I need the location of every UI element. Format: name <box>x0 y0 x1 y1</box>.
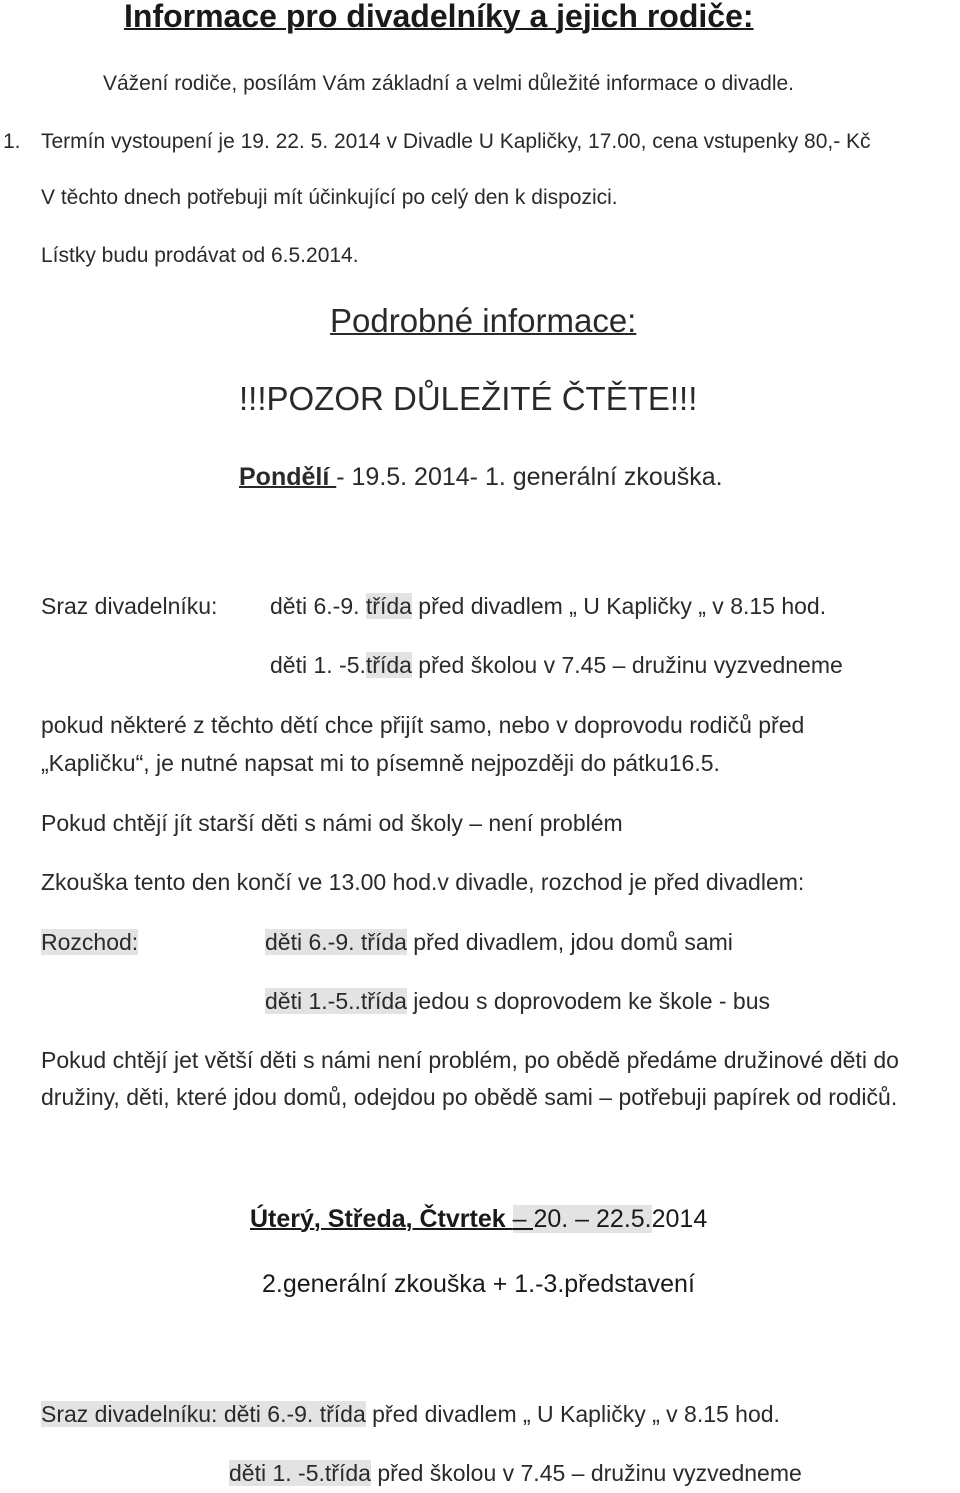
monday-line <box>239 463 723 492</box>
days-heading-year: 2014 <box>651 1205 708 1233</box>
dismissal-older-info: před divadlem, jdou domů sami <box>406 929 733 955</box>
performance-dates-line: Termín vystoupení je 19. 22. 5. 2014 v Divadle U Kapličky, 17.00, cena vstupenky 80,- Kč <box>41 130 871 153</box>
second-rehearsal-line: 2.generální zkouška + 1.-3.představení <box>262 1270 695 1298</box>
meet2-younger-kids: děti <box>229 1460 267 1486</box>
paragraph-line: družiny, děti, které jdou domů, odejdou po obědě sami – potřebuji papírek od rodičů. <box>41 1084 898 1110</box>
dismissal-younger-kids: děti 1.-5.. <box>265 988 361 1014</box>
details-heading: Podrobné informace: <box>330 302 637 339</box>
dismissal-older-class: třída <box>360 929 407 955</box>
dismissal-label-text: Rozchod: <box>41 929 139 955</box>
tickets-line: Lístky budu prodávat od 6.5.2014. <box>41 244 359 267</box>
days-heading-dash: – <box>512 1205 534 1233</box>
meet-label: Sraz divadelníku: <box>41 593 218 619</box>
dismissal-label <box>41 929 138 955</box>
dismissal-older-kids: děti 6.-9. <box>265 929 361 955</box>
meet-row-older-place: před divadlem „ U Kapličky „ v 8.15 hod. <box>411 593 827 619</box>
monday-info: - 19.5. 2014- 1. generální zkouška. <box>336 463 723 491</box>
days-heading-days: Úterý, Středa, Čtvrtek <box>250 1205 513 1233</box>
meet2-older-kids: děti 6.-9. <box>217 1401 320 1427</box>
dismissal-younger-class: třída <box>360 988 407 1014</box>
days-heading-start: 20. <box>533 1205 576 1233</box>
days-heading <box>250 1205 707 1234</box>
item-number: 1. <box>3 130 21 153</box>
meet2-row-younger <box>229 1460 802 1486</box>
meet-row-younger-kids: děti 1. -5. <box>270 652 366 678</box>
older-kids-line: Pokud chtějí jít starší děti s námi od školy – není problém <box>41 810 623 836</box>
meet-row-younger-place: před školou v 7.45 – družinu vyzvedneme <box>411 652 843 678</box>
meet-row-younger-class: třída <box>365 652 412 678</box>
rehearsal-end-line: Zkouška tento den končí ve 13.00 hod.v divadle, rozchod je před divadlem: <box>41 869 805 895</box>
monday-day: Pondělí <box>239 463 337 491</box>
paragraph-line: Pokud chtějí jet větší děti s námi není problém, po obědě předáme družinové děti do <box>41 1047 899 1073</box>
paragraph-line: „Kapličku“, je nutné napsat mi to písemně nejpozději do pátku16.5. <box>41 750 720 776</box>
greeting-line: Vážení rodiče, posílám Vám základní a velmi důležité informace o divadle. <box>103 72 795 95</box>
meet2-older-class: třída <box>319 1401 366 1427</box>
availability-line: V těchto dnech potřebuji mít účinkující po celý den k dispozici. <box>41 186 618 209</box>
page-title: Informace pro divadelníky a jejich rodiče: <box>124 0 754 34</box>
dismissal-row-younger <box>265 988 770 1014</box>
warning-heading: !!!POZOR DŮLEŽITÉ ČTĚTE!!! <box>239 380 698 417</box>
meet2-row-older <box>41 1401 780 1427</box>
meet2-younger-class: třída <box>324 1460 371 1486</box>
dismissal-younger-info: jedou s doprovodem ke škole - bus <box>406 988 771 1014</box>
paragraph-line: pokud některé z těchto dětí chce přijít samo, nebo v doprovodu rodičů před <box>41 712 805 738</box>
meet2-older-place: před divadlem „ U Kapličky „ v 8.15 hod. <box>365 1401 780 1427</box>
meet-row-older <box>270 593 826 619</box>
days-heading-end: – 22.5. <box>575 1205 652 1233</box>
meet2-younger-place: před školou v 7.45 – družinu vyzvedneme <box>370 1460 802 1486</box>
meet-row-older-kids: děti 6.-9. <box>270 593 366 619</box>
meet-row-younger <box>270 652 843 678</box>
meet2-younger-grades: 1. -5. <box>266 1460 325 1486</box>
meet2-label: Sraz divadelníku: <box>41 1401 218 1427</box>
meet-row-older-class: třída <box>365 593 412 619</box>
dismissal-row-older <box>265 929 733 955</box>
